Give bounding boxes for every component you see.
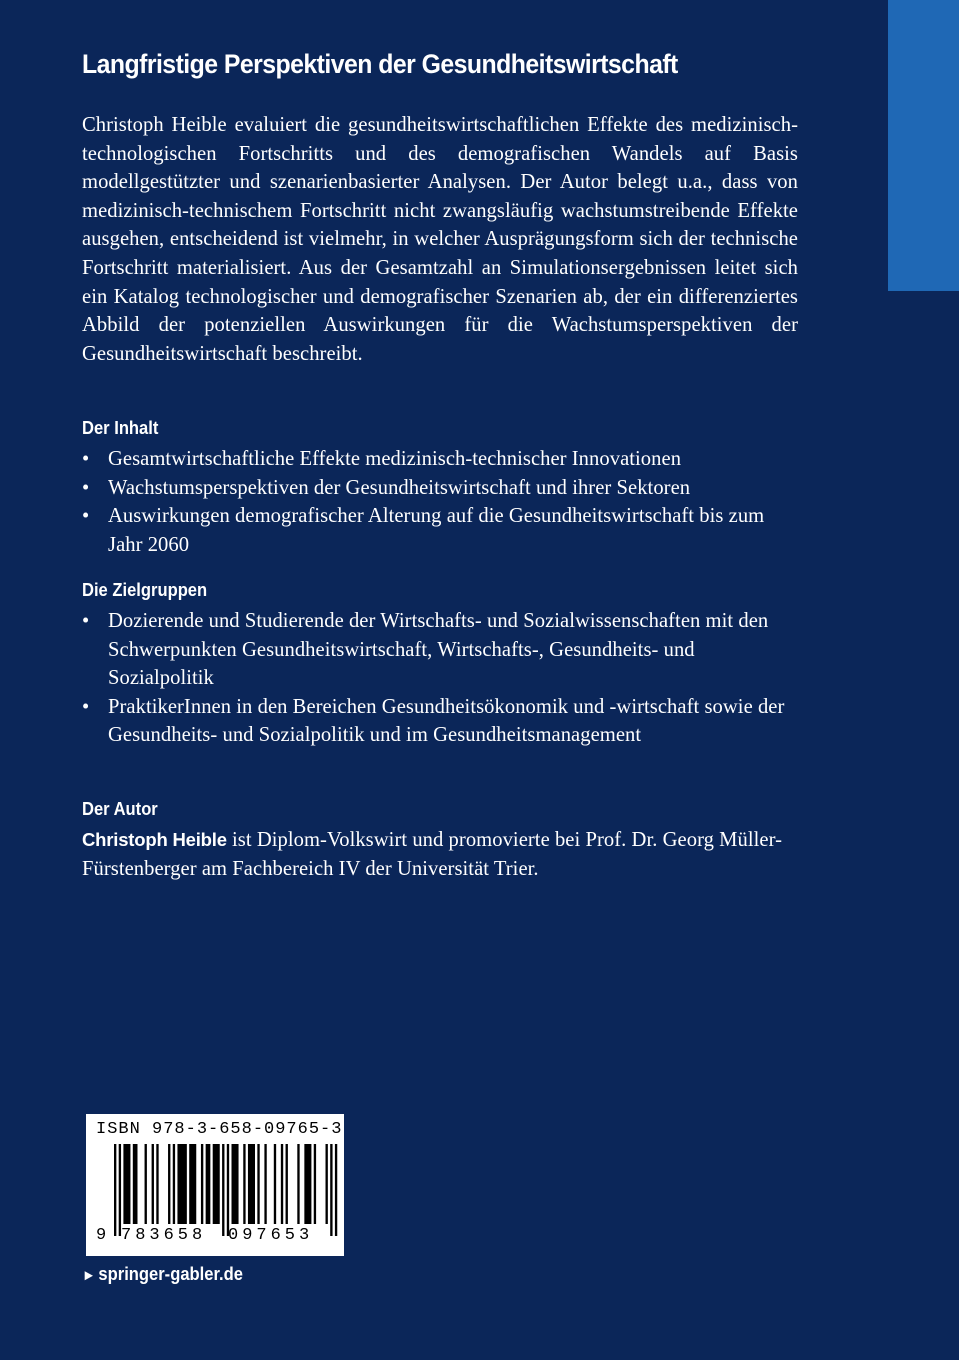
barcode-bar: [330, 1144, 332, 1236]
list-item: [82, 693, 802, 750]
author-bio: [82, 826, 798, 883]
barcode-bar: [119, 1144, 121, 1236]
barcode-bar: [248, 1144, 255, 1224]
barcode-bar: [189, 1144, 196, 1224]
barcode-bar: [335, 1144, 337, 1236]
barcode-bar: [168, 1144, 170, 1224]
barcode-bar: [156, 1144, 158, 1224]
book-title: Langfristige Perspektiven der Gesundheitswirtschaft: [82, 49, 678, 79]
barcode-bar: [286, 1144, 288, 1224]
list-item: [82, 445, 802, 474]
barcode-bar: [297, 1144, 299, 1224]
ean-right-digits: 097653: [228, 1226, 314, 1245]
bullet-icon: •: [82, 695, 90, 718]
barcode-bar: [281, 1144, 283, 1224]
barcode-bar: [227, 1144, 229, 1236]
accent-bar: [888, 0, 959, 291]
barcode-bar: [114, 1144, 116, 1236]
isbn-barcode: [86, 1114, 344, 1256]
intro-paragraph: Christoph Heible evaluiert die gesundheitswirtschaftlichen Effekte des medizinisch-technologischen Fortschritts und des demografischen Wandels auf Basis modellgestützter und szenarienbasierter Analysen. Der Autor belegt u.a., dass von medizinisch-technischem Fortschritt nicht zwangsläufig wachstumstreibende Effekte ausgehen, entscheidend ist vielmehr, in welcher Ausprägungsform sich der technische Fortschritt materialisiert. Aus der Gesamtzahl an Simulationsergebnissen leitet sich ein Katalog technologischer und demografischer Szenarien ab, der ein differenziertes Abbild der potenziellen Auswirkungen für die Wachstumsperspektiven der Gesundheitswirtschaft beschreibt.: [82, 114, 798, 365]
barcode-bar: [257, 1144, 259, 1224]
content-list: [82, 445, 802, 559]
isbn-label: ISBN 978-3-658-09765-3: [96, 1120, 343, 1139]
barcode-bar: [123, 1144, 130, 1224]
bullet-icon: •: [82, 610, 90, 632]
barcode-bar: [326, 1144, 328, 1224]
barcode-bar: [201, 1144, 203, 1224]
bullet-icon: •: [82, 505, 90, 528]
list-item-text: Wachstumsperspektiven der Gesundheitswirtschaft und ihrer Sektoren: [108, 476, 691, 499]
barcode-bar: [145, 1144, 147, 1224]
list-item: [82, 502, 802, 559]
barcode-bar: [243, 1144, 245, 1224]
barcode-bar: [232, 1144, 239, 1224]
author-heading: Der Autor: [82, 799, 158, 819]
barcode-bar: [213, 1144, 220, 1224]
ean-digits: [86, 1224, 344, 1248]
barcode-bar: [152, 1144, 154, 1224]
website-link[interactable]: [82, 1262, 243, 1288]
list-item-text: Gesamtwirtschaftliche Effekte medizinisch-technischer Innovationen: [108, 448, 682, 470]
list-item-text: Dozierende und Studierende der Wirtschafts- und Sozialwissenschaften mit den Schwerpunkten Gesundheitswirtschaft, Wirtschafts-, Gesundheits- und Sozialpolitik: [108, 610, 769, 690]
barcode-bar: [264, 1144, 266, 1224]
list-item: [82, 607, 802, 693]
author-bio-text: ist Diplom-Volkswirt und promovierte bei Prof. Dr. Georg Müller-Fürstenberger am Fachbereich IV der Universität Trier.: [82, 829, 782, 880]
audience-list: [82, 607, 802, 750]
barcode-bar: [304, 1144, 311, 1224]
website-text: springer-gabler.de: [98, 1264, 243, 1284]
list-item-text: Auswirkungen demografischer Alterung auf die Gesundheitswirtschaft bis zum Jahr 2060: [108, 505, 765, 556]
list-item: [82, 474, 802, 503]
barcode-bar: [177, 1144, 186, 1224]
barcode-bar: [274, 1144, 276, 1224]
barcode-bar: [206, 1144, 211, 1224]
ean-left-digits: 783658: [121, 1226, 207, 1245]
barcode-bar: [314, 1144, 316, 1224]
barcode-bar: [133, 1144, 138, 1224]
audience-heading: Die Zielgruppen: [82, 580, 208, 600]
barcode-bar: [222, 1144, 224, 1236]
author-name: Christoph Heible: [82, 829, 227, 850]
arrow-right-icon: ►: [82, 1267, 96, 1284]
ean-first-digit: 9: [96, 1226, 107, 1245]
content-heading: Der Inhalt: [82, 418, 159, 438]
barcode-bar: [173, 1144, 175, 1224]
bullet-icon: •: [82, 448, 90, 470]
bullet-icon: •: [82, 476, 90, 499]
list-item-text: PraktikerInnen in den Bereichen Gesundheitsökonomik und -wirtschaft sowie der Gesundheits- und Sozialpolitik und im Gesundheitsmanagement: [108, 695, 785, 747]
